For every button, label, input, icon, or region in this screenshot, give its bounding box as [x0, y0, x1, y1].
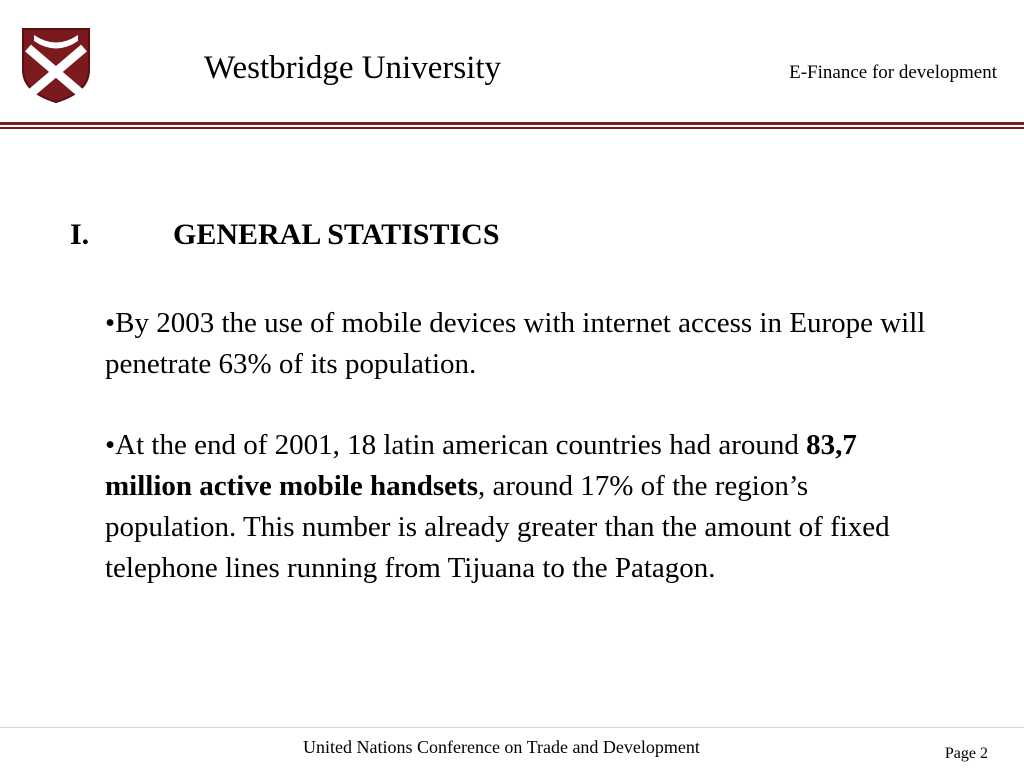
bullet-paragraph: [105, 425, 945, 589]
header-divider: [0, 122, 1024, 125]
section-number: I.: [70, 218, 90, 251]
footer-organization: United Nations Conference on Trade and Development: [303, 737, 700, 757]
bullet-text-suffix: , around 17% of the region’s population. This number is already greater than the amount of fixed telephone lines running from Tijuana to the Patagon.: [105, 470, 890, 584]
page-number: Page 2: [944, 745, 988, 762]
section-heading: [70, 216, 500, 254]
bullet-text-prefix: •At the end of 2001, 18 latin american countries had around: [105, 429, 807, 461]
university-name: Westbridge University: [204, 50, 502, 86]
bullet-text-highlight: 83,7 million active mobile handsets: [105, 429, 857, 502]
header-divider-secondary: [0, 127, 1024, 129]
footer-divider: [0, 727, 1024, 728]
section-title: GENERAL STATISTICS: [173, 218, 500, 251]
bullet-paragraph: [105, 303, 945, 385]
shield-crest-icon: [20, 26, 92, 104]
bullet-text: •By 2003 the use of mobile devices with internet access in Europe will penetrate 63% of its population.: [105, 307, 926, 380]
university-logo: [20, 26, 92, 104]
course-title: E-Finance for development: [789, 62, 997, 83]
